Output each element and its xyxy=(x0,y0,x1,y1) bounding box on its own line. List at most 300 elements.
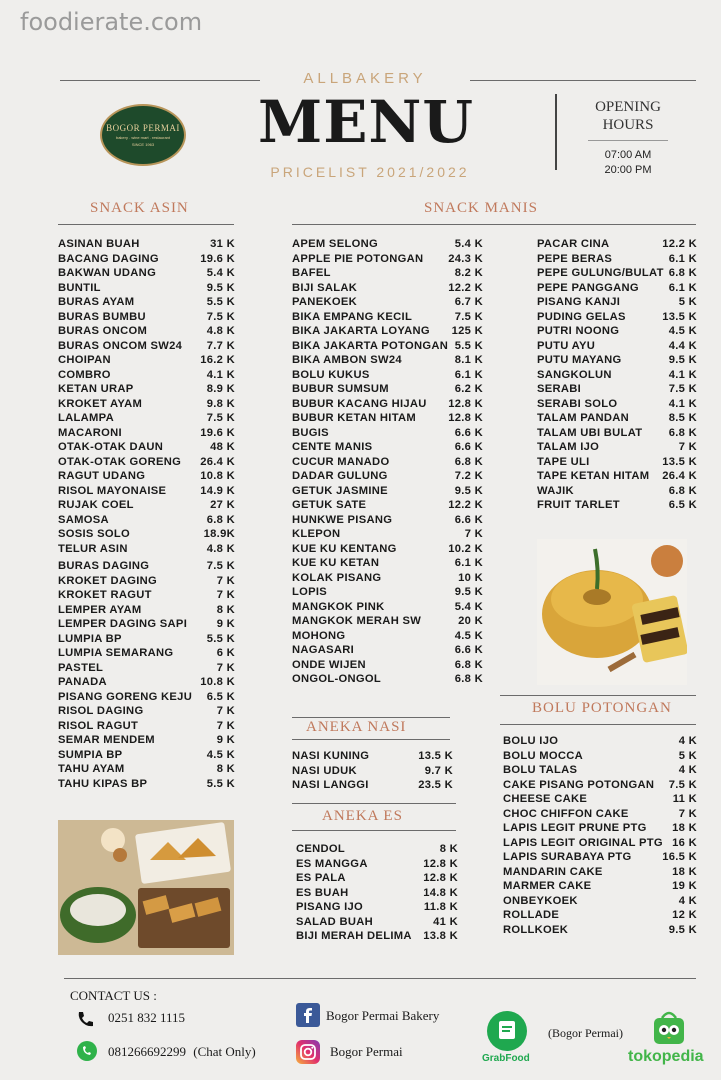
menu-item xyxy=(537,237,697,252)
menu-item-price: 7 K xyxy=(464,528,483,540)
menu-item-name: BOLU IJO xyxy=(503,735,559,747)
menu-item-name: BACANG DAGING xyxy=(58,252,159,265)
close-time: 20:00 PM xyxy=(604,164,652,176)
menu-item xyxy=(292,484,483,499)
menu-item-price: 9.8 K xyxy=(206,397,235,410)
menu-item-price: 9.5 K xyxy=(206,281,235,294)
menu-item-price: 9.5 K xyxy=(454,586,483,598)
menu-item xyxy=(537,324,697,339)
menu-item-name: BOLU TALAS xyxy=(503,764,578,776)
menu-item-price: 5 K xyxy=(678,749,697,762)
menu-item-name: BUBUR KACANG HIJAU xyxy=(292,397,427,410)
menu-item-price: 8 K xyxy=(216,763,235,775)
divider xyxy=(588,140,668,141)
menu-item-name: NASI KUNING xyxy=(292,750,370,762)
menu-item-name: RAGUT UDANG xyxy=(58,470,146,482)
divider xyxy=(64,978,696,979)
menu-item-price: 5.5 K xyxy=(206,632,235,645)
phone-number[interactable]: 0251 832 1115 xyxy=(108,1010,186,1025)
menu-item-price: 8 K xyxy=(439,843,458,855)
menu-item xyxy=(58,690,235,705)
divider xyxy=(470,80,696,81)
menu-item-price: 19.6 K xyxy=(200,252,235,265)
menu-item xyxy=(292,658,483,673)
menu-item xyxy=(537,353,697,368)
menu-item xyxy=(537,310,697,325)
menu-item-price: 7 K xyxy=(216,705,235,717)
menu-item xyxy=(503,879,697,894)
menu-item-name: LEMPER AYAM xyxy=(58,603,142,616)
menu-item xyxy=(537,295,697,310)
menu-item xyxy=(292,237,483,252)
menu-item xyxy=(58,411,235,426)
menu-item-price: 7.5 K xyxy=(206,412,235,424)
menu-item-price: 6.1 K xyxy=(454,557,483,569)
menu-item-price: 9 K xyxy=(216,618,235,630)
menu-item-name: ES PALA xyxy=(296,872,346,884)
aneka-es-list xyxy=(296,842,458,944)
menu-item xyxy=(292,295,483,310)
menu-item-price: 6.6 K xyxy=(454,426,483,439)
menu-item xyxy=(58,368,235,383)
menu-item-name: KUE KU KETAN xyxy=(292,557,380,569)
menu-item-price: 4.1 K xyxy=(668,397,697,410)
menu-item-price: 6.1 K xyxy=(668,281,697,294)
menu-item-name: ONBEYKOEK xyxy=(503,894,578,907)
divider xyxy=(292,717,450,718)
menu-item-price: 4 K xyxy=(678,894,697,907)
menu-item-price: 6.8 K xyxy=(454,658,483,671)
menu-item-name: APEM SELONG xyxy=(292,238,378,250)
menu-item-price: 26.4 K xyxy=(200,455,235,468)
snack-manis-list-1 xyxy=(292,237,483,687)
grab-store-name[interactable]: (Bogor Permai) xyxy=(548,1026,623,1040)
menu-item-price: 10.2 K xyxy=(448,542,483,555)
menu-item-name: PANEKOEK xyxy=(292,296,357,308)
menu-item-name: KETAN URAP xyxy=(58,383,134,395)
menu-item xyxy=(503,836,697,851)
aneka-nasi-list xyxy=(292,749,453,793)
whatsapp-note: (Chat Only) xyxy=(193,1044,256,1059)
menu-item xyxy=(292,266,483,281)
menu-item xyxy=(292,324,483,339)
menu-item-price: 9.7 K xyxy=(424,764,453,777)
menu-item-name: WAJIK xyxy=(537,484,574,497)
menu-item-name: KROKET RAGUT xyxy=(58,589,152,601)
instagram-link[interactable]: Bogor Permai xyxy=(330,1044,403,1059)
menu-item-price: 13.5 K xyxy=(418,750,453,762)
menu-item xyxy=(292,411,483,426)
menu-item-name: MOHONG xyxy=(292,629,346,642)
instagram-icon xyxy=(296,1040,320,1069)
menu-item xyxy=(58,237,235,252)
menu-item-price: 4.5 K xyxy=(454,629,483,642)
menu-item-name: PISANG IJO xyxy=(296,901,364,913)
section-title-aneka-nasi: ANEKA NASI xyxy=(306,719,407,735)
divider xyxy=(500,724,696,725)
logo-since: SINCE 1963 xyxy=(131,142,155,147)
menu-item xyxy=(296,871,458,886)
menu-item-price: 13.5 K xyxy=(662,310,697,323)
menu-item-name: PISANG KANJI xyxy=(537,296,621,308)
menu-item-name: DADAR GULUNG xyxy=(292,470,388,482)
menu-item xyxy=(292,629,483,644)
menu-item-name: MANGKOK PINK xyxy=(292,600,385,613)
menu-item-name: PEPE GULUNG/BULAT xyxy=(537,267,664,279)
menu-item xyxy=(292,426,483,441)
menu-item-name: OTAK-OTAK GORENG xyxy=(58,455,182,468)
contact-label: CONTACT US : xyxy=(70,988,157,1003)
menu-item xyxy=(58,455,235,470)
menu-item xyxy=(292,749,453,764)
menu-item-price: 4.5 K xyxy=(206,748,235,761)
menu-item xyxy=(537,498,697,513)
tokopedia-label[interactable]: tokopedia xyxy=(628,1048,704,1065)
menu-item xyxy=(58,440,235,455)
menu-item-name: CHOIPAN xyxy=(58,354,111,366)
menu-item-name: MARMER CAKE xyxy=(503,880,592,892)
menu-item xyxy=(58,339,235,354)
menu-item-price: 7.5 K xyxy=(668,383,697,395)
menu-item-name: PUTRI NOONG xyxy=(537,325,620,337)
menu-item xyxy=(58,588,235,603)
bolu-potongan-list xyxy=(503,734,697,937)
menu-item-price: 19.6 K xyxy=(200,426,235,439)
menu-item xyxy=(58,426,235,441)
menu-item xyxy=(503,763,697,778)
menu-item-name: ES MANGGA xyxy=(296,857,368,870)
opening-hours-title: OPENING HOURS xyxy=(595,99,661,133)
menu-item-price: 12.8 K xyxy=(448,397,483,410)
snack-photo-drawing xyxy=(58,820,234,955)
menu-item-name: MANGKOK MERAH SW xyxy=(292,615,422,627)
menu-item-price: 7.2 K xyxy=(454,470,483,482)
menu-item-price: 4.1 K xyxy=(668,368,697,381)
menu-item-price: 7.5 K xyxy=(206,310,235,323)
menu-item-name: BIJI SALAK xyxy=(292,281,358,294)
menu-item-price: 13.5 K xyxy=(662,455,697,468)
menu-item-name: LAPIS LEGIT ORIGINAL PTG xyxy=(503,836,663,849)
section-title-snack-asin: SNACK ASIN xyxy=(90,200,189,216)
menu-item-price: 14.9 K xyxy=(200,484,235,497)
menu-item xyxy=(58,397,235,412)
menu-item-price: 10.8 K xyxy=(200,676,235,688)
menu-item-price: 10 K xyxy=(458,571,483,584)
menu-item-price: 7 K xyxy=(216,589,235,601)
menu-item-price: 6.8 K xyxy=(668,426,697,439)
menu-item-name: KOLAK PISANG xyxy=(292,571,382,584)
tokopedia-icon xyxy=(652,1010,686,1051)
menu-item xyxy=(58,310,235,325)
menu-item xyxy=(292,585,483,600)
menu-item-name: PACAR CINA xyxy=(537,238,610,250)
menu-item-name: CAKE PISANG POTONGAN xyxy=(503,778,655,791)
menu-item xyxy=(503,807,697,822)
menu-item-price: 125 K xyxy=(451,325,483,337)
page-title: MENU xyxy=(258,88,475,156)
cake-photo-drawing xyxy=(537,539,687,685)
divider xyxy=(58,224,234,225)
menu-item-name: SERABI SOLO xyxy=(537,397,618,410)
menu-item-name: KUE KU KENTANG xyxy=(292,542,397,555)
menu-item-price: 12.2 K xyxy=(448,281,483,294)
menu-item-name: SALAD BUAH xyxy=(296,915,373,928)
menu-item-name: LALAMPA xyxy=(58,412,114,424)
menu-item xyxy=(292,672,483,687)
menu-item-price: 23.5 K xyxy=(418,779,453,791)
menu-item xyxy=(537,368,697,383)
menu-item xyxy=(503,734,697,749)
menu-item-name: SANGKOLUN xyxy=(537,368,612,381)
menu-item xyxy=(296,842,458,857)
menu-item-name: OTAK-OTAK DAUN xyxy=(58,441,164,453)
menu-item-name: MACARONI xyxy=(58,426,122,439)
menu-item-price: 5.5 K xyxy=(454,339,483,352)
menu-item-name: BUGIS xyxy=(292,426,329,439)
menu-item-price: 7.5 K xyxy=(668,778,697,791)
menu-item-price: 10.8 K xyxy=(200,470,235,482)
menu-item-price: 14.8 K xyxy=(423,886,458,899)
menu-item-price: 8.1 K xyxy=(454,354,483,366)
menu-item-name: COMBRO xyxy=(58,368,111,381)
menu-item xyxy=(296,915,458,930)
menu-item xyxy=(58,675,235,690)
section-title-bolu-potongan: BOLU POTONGAN xyxy=(532,700,672,716)
menu-item-price: 18 K xyxy=(672,865,697,878)
menu-item-name: BOLU MOCCA xyxy=(503,749,584,762)
menu-item xyxy=(292,556,483,571)
menu-item xyxy=(537,411,697,426)
menu-item-price: 6.2 K xyxy=(454,383,483,395)
menu-item-name: LAPIS SURABAYA PTG xyxy=(503,851,632,863)
menu-item-name: MANDARIN CAKE xyxy=(503,865,603,878)
menu-item xyxy=(292,542,483,557)
menu-item xyxy=(503,908,697,923)
menu-item-name: TAPE ULI xyxy=(537,455,590,468)
menu-item xyxy=(537,469,697,484)
menu-item xyxy=(58,733,235,748)
menu-item xyxy=(296,929,458,944)
menu-item-price: 6.6 K xyxy=(454,644,483,656)
menu-item xyxy=(58,617,235,632)
menu-item-name: TELUR ASIN xyxy=(58,542,128,555)
menu-item-name: PUDING GELAS xyxy=(537,310,626,323)
menu-item xyxy=(58,469,235,484)
menu-item-name: GETUK JASMINE xyxy=(292,484,388,497)
menu-item xyxy=(58,777,235,792)
menu-item xyxy=(58,252,235,267)
menu-item xyxy=(537,455,697,470)
menu-item-price: 6.8 K xyxy=(454,455,483,468)
menu-item-price: 6.8 K xyxy=(454,673,483,685)
menu-item-name: PASTEL xyxy=(58,661,104,674)
menu-item-name: PANADA xyxy=(58,676,107,688)
menu-item-price: 4.4 K xyxy=(668,339,697,352)
menu-item-price: 9 K xyxy=(216,734,235,746)
menu-item xyxy=(58,762,235,777)
menu-item-price: 8 K xyxy=(216,603,235,616)
divider xyxy=(555,94,557,170)
menu-item-price: 9.5 K xyxy=(668,923,697,936)
menu-item xyxy=(292,281,483,296)
menu-item-price: 12.2 K xyxy=(448,499,483,511)
menu-item xyxy=(292,339,483,354)
menu-item-name: KROKET AYAM xyxy=(58,397,143,410)
menu-item xyxy=(503,850,697,865)
menu-item-name: NASI LANGGI xyxy=(292,779,369,791)
menu-item-name: CHEESE CAKE xyxy=(503,793,588,805)
menu-item-name: ROLLADE xyxy=(503,909,560,921)
menu-item-price: 5.5 K xyxy=(206,777,235,790)
grabfood-label: GrabFood xyxy=(482,1053,530,1064)
menu-item-name: ASINAN BUAH xyxy=(58,238,140,250)
menu-item-price: 4.1 K xyxy=(206,368,235,381)
menu-item xyxy=(537,281,697,296)
menu-item-name: FRUIT TARLET xyxy=(537,499,620,511)
menu-item xyxy=(503,923,697,938)
menu-item xyxy=(503,821,697,836)
menu-item-price: 9.5 K xyxy=(454,484,483,497)
menu-item-price: 31 K xyxy=(210,238,235,250)
menu-item xyxy=(58,574,235,589)
menu-item xyxy=(292,513,483,528)
menu-item-name: BURAS BUMBU xyxy=(58,310,146,323)
menu-item xyxy=(296,886,458,901)
divider xyxy=(292,739,450,740)
menu-item-price: 4 K xyxy=(678,764,697,776)
menu-item xyxy=(58,661,235,676)
menu-item-name: PISANG GORENG KEJU xyxy=(58,690,193,703)
menu-item-price: 5 K xyxy=(678,296,697,308)
menu-item-name: SERABI xyxy=(537,383,582,395)
menu-item xyxy=(296,900,458,915)
menu-item-name: TAPE KETAN HITAM xyxy=(537,470,650,482)
menu-item-name: CUCUR MANADO xyxy=(292,455,390,468)
menu-item-price: 5.4 K xyxy=(454,238,483,250)
menu-item xyxy=(58,719,235,734)
menu-item xyxy=(58,382,235,397)
menu-item-name: BUBUR KETAN HITAM xyxy=(292,412,417,424)
menu-item xyxy=(58,484,235,499)
logo xyxy=(100,104,186,166)
menu-item-price: 6.1 K xyxy=(454,368,483,381)
menu-item xyxy=(292,614,483,629)
menu-item xyxy=(296,857,458,872)
menu-item-name: NASI UDUK xyxy=(292,764,357,777)
menu-item xyxy=(292,368,483,383)
menu-item-name: ROLLKOEK xyxy=(503,923,569,936)
menu-item-name: BURAS ONCOM xyxy=(58,325,148,337)
menu-item-price: 41 K xyxy=(433,915,458,928)
cake-photo xyxy=(537,539,687,685)
menu-item-price: 11.8 K xyxy=(423,901,458,913)
menu-item xyxy=(292,527,483,542)
menu-item-name: CHOC CHIFFON CAKE xyxy=(503,807,629,820)
menu-item xyxy=(292,310,483,325)
menu-item xyxy=(503,749,697,764)
facebook-link[interactable]: Bogor Permai Bakery xyxy=(326,1008,440,1023)
menu-item-price: 6.8 K xyxy=(668,267,697,279)
menu-item-price: 12.8 K xyxy=(448,412,483,424)
menu-item-price: 6.8 K xyxy=(206,513,235,526)
menu-item-name: SOSIS SOLO xyxy=(58,528,131,540)
menu-item xyxy=(58,527,235,542)
menu-item-name: CENTE MANIS xyxy=(292,441,373,453)
menu-item-price: 7.7 K xyxy=(206,339,235,352)
logo-tagline: bakery . wine mart . restaurant xyxy=(115,135,171,140)
menu-item-name: RISOL DAGING xyxy=(58,705,144,717)
menu-item-name: TAHU AYAM xyxy=(58,763,125,775)
snack-photo xyxy=(58,820,234,955)
menu-item-price: 26.4 K xyxy=(662,470,697,482)
menu-item-price: 9.5 K xyxy=(668,354,697,366)
phone-icon xyxy=(76,1010,94,1033)
menu-item-price: 4.5 K xyxy=(668,325,697,337)
menu-item-name: ES BUAH xyxy=(296,886,349,899)
menu-item-name: LUMPIA SEMARANG xyxy=(58,647,174,659)
menu-item xyxy=(537,397,697,412)
menu-item-price: 16 K xyxy=(672,836,697,849)
menu-item-name: TALAM PANDAN xyxy=(537,412,630,424)
menu-item-name: SUMPIA BP xyxy=(58,748,123,761)
menu-item-price: 12.2 K xyxy=(662,238,697,250)
menu-item xyxy=(58,646,235,661)
menu-item-price: 6.1 K xyxy=(668,252,697,265)
menu-item-name: PEPE BERAS xyxy=(537,252,613,265)
divider xyxy=(500,695,696,696)
menu-item-price: 12 K xyxy=(672,909,697,921)
menu-item xyxy=(58,324,235,339)
menu-item-price: 27 K xyxy=(210,499,235,511)
menu-item xyxy=(292,778,453,793)
menu-item-name: NAGASARI xyxy=(292,644,355,656)
whatsapp-contact[interactable] xyxy=(108,1044,256,1060)
menu-item-price: 16.5 K xyxy=(662,851,697,863)
menu-item xyxy=(58,704,235,719)
open-time: 07:00 AM xyxy=(604,149,652,161)
menu-item-name: SAMOSA xyxy=(58,513,109,526)
menu-item xyxy=(292,440,483,455)
menu-item-price: 5.5 K xyxy=(206,296,235,308)
menu-item xyxy=(58,513,235,528)
menu-item-price: 18 K xyxy=(672,822,697,834)
menu-item xyxy=(292,397,483,412)
menu-item-price: 7.5 K xyxy=(206,560,235,572)
menu-item-name: RISOL MAYONAISE xyxy=(58,484,167,497)
menu-item-price: 4.8 K xyxy=(206,542,235,555)
menu-item-name: BIJI MERAH DELIMA xyxy=(296,930,412,942)
menu-item-price: 16.2 K xyxy=(200,354,235,366)
menu-item-name: RISOL RAGUT xyxy=(58,719,139,732)
menu-item-price: 8.9 K xyxy=(206,383,235,395)
snack-manis-list-2 xyxy=(537,237,697,513)
menu-item xyxy=(292,382,483,397)
menu-item-name: HUNKWE PISANG xyxy=(292,513,393,526)
menu-item xyxy=(292,764,453,779)
menu-item-name: PUTU MAYANG xyxy=(537,354,622,366)
menu-item-price: 6.8 K xyxy=(668,484,697,497)
menu-item-name: TALAM IJO xyxy=(537,441,600,453)
menu-item xyxy=(503,778,697,793)
menu-item xyxy=(292,600,483,615)
menu-item xyxy=(58,603,235,618)
menu-item-price: 24.3 K xyxy=(448,252,483,265)
menu-item-price: 48 K xyxy=(210,441,235,453)
menu-item-price: 7 K xyxy=(216,574,235,587)
menu-item-name: RUJAK COEL xyxy=(58,499,134,511)
menu-item xyxy=(292,353,483,368)
menu-item-price: 6.6 K xyxy=(454,441,483,453)
